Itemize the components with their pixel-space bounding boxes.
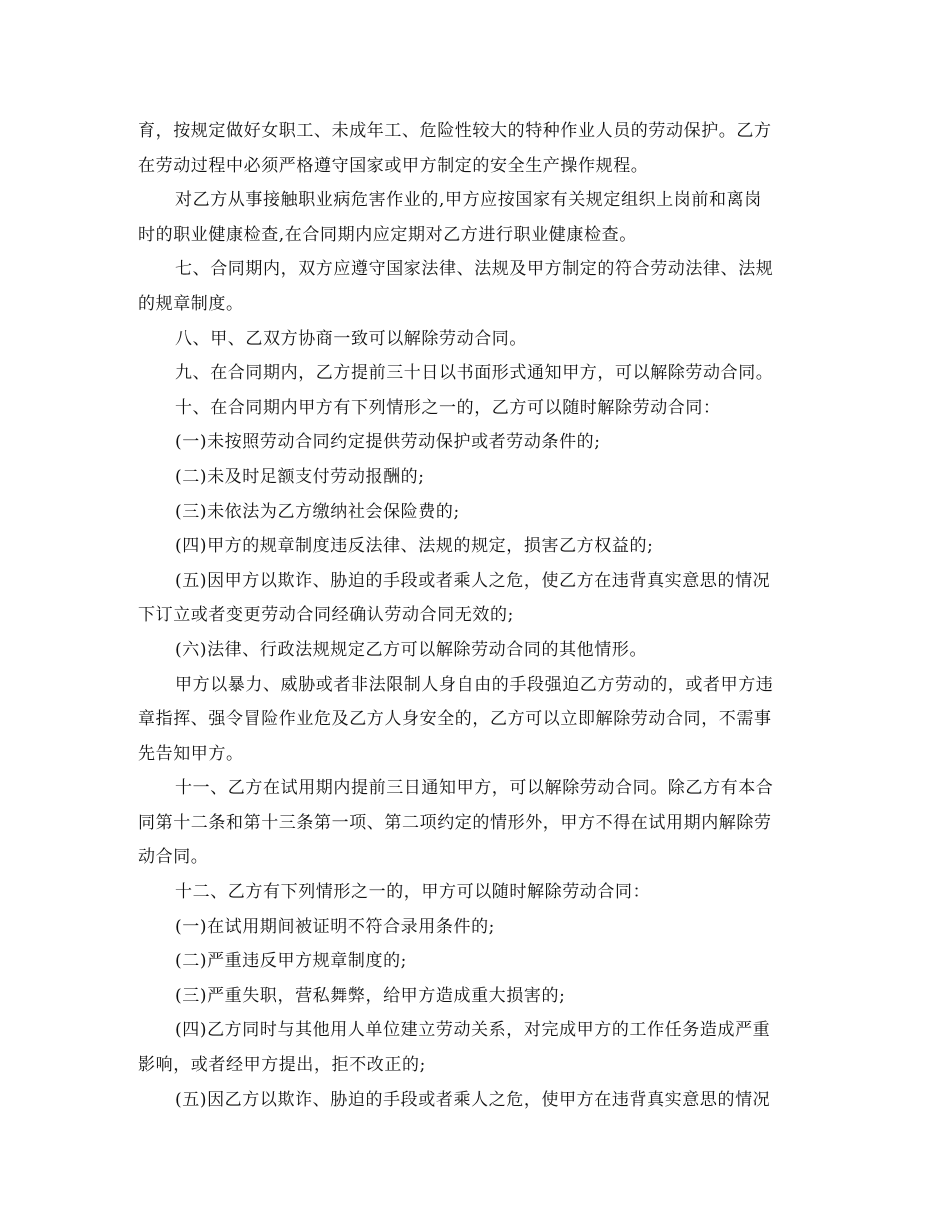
text-line: 八、甲、乙双方协商一致可以解除劳动合同。	[175, 328, 527, 349]
text-line: (三)严重失职，营私舞弊，给甲方造成重大损害的;	[175, 985, 566, 1006]
text-line: 七、合同期内，双方应遵守国家法律、法规及甲方制定的符合劳动法律、法规	[175, 259, 774, 280]
text-line: (六)法律、行政法规规定乙方可以解除劳动合同的其他情形。	[175, 639, 648, 660]
document-body	[138, 114, 816, 1117]
text-line: 育，按规定做好女职工、未成年工、危险性较大的特种作业人员的劳动保护。乙方	[138, 121, 772, 141]
text-line: (一)未按照劳动合同约定提供劳动保护或者劳动条件的;	[175, 432, 601, 453]
text-line: (五)因甲方以欺诈、胁迫的手段或者乘人之危，使乙方在违背真实意思的情况	[175, 570, 771, 591]
text-line: 对乙方从事接触职业病危害作业的,甲方应按国家有关规定组织上岗前和离岗	[175, 190, 762, 211]
text-line: 时的职业健康检查,在合同期内应定期对乙方进行职业健康检查。	[138, 224, 637, 245]
text-line: (二)未及时足额支付劳动报酬的;	[175, 466, 425, 487]
text-line: 下订立或者变更劳动合同经确认劳动合同无效的;	[138, 605, 514, 626]
text-line: 十二、乙方有下列情形之一的，甲方可以随时解除劳动合同：	[175, 882, 651, 903]
text-line: (四)甲方的规章制度违反法律、法规的规定，损害乙方权益的;	[175, 536, 654, 557]
text-line: (三)未依法为乙方缴纳社会保险费的;	[175, 501, 460, 522]
text-line: 甲方以暴力、威胁或者非法限制人身自由的手段强迫乙方劳动的，或者甲方违	[175, 674, 774, 695]
text-line: 在劳动过程中必须严格遵守国家或甲方制定的安全生产操作规程。	[138, 155, 649, 176]
text-line: 十、在合同期内甲方有下列情形之一的，乙方可以随时解除劳动合同：	[175, 397, 721, 418]
text-line: (五)因乙方以欺诈、胁迫的手段或者乘人之危，使甲方在违背真实意思的情况	[175, 1089, 771, 1110]
text-line: 先告知甲方。	[138, 743, 244, 764]
text-line: (二)严重违反甲方规章制度的;	[175, 951, 407, 972]
text-line: 影响，或者经甲方提出，拒不改正的;	[138, 1055, 426, 1076]
text-line: 九、在合同期内，乙方提前三十日以书面形式通知甲方，可以解除劳动合同。	[175, 363, 774, 384]
text-line: 的规章制度。	[138, 293, 244, 314]
text-line: 十一、乙方在试用期内提前三日通知甲方，可以解除劳动合同。除乙方有本合	[175, 778, 774, 799]
text-line: 动合同。	[138, 847, 209, 868]
text-line: (一)在试用期间被证明不符合录用条件的;	[175, 916, 495, 937]
text-line: 同第十二条和第十三条第一项、第二项约定的情形外，甲方不得在试用期内解除劳	[138, 812, 772, 833]
text-line: 章指挥、强令冒险作业危及乙方人身安全的，乙方可以立即解除劳动合同，不需事	[138, 709, 772, 730]
text-line: (四)乙方同时与其他用人单位建立劳动关系，对完成甲方的工作任务造成严重	[175, 1020, 771, 1041]
